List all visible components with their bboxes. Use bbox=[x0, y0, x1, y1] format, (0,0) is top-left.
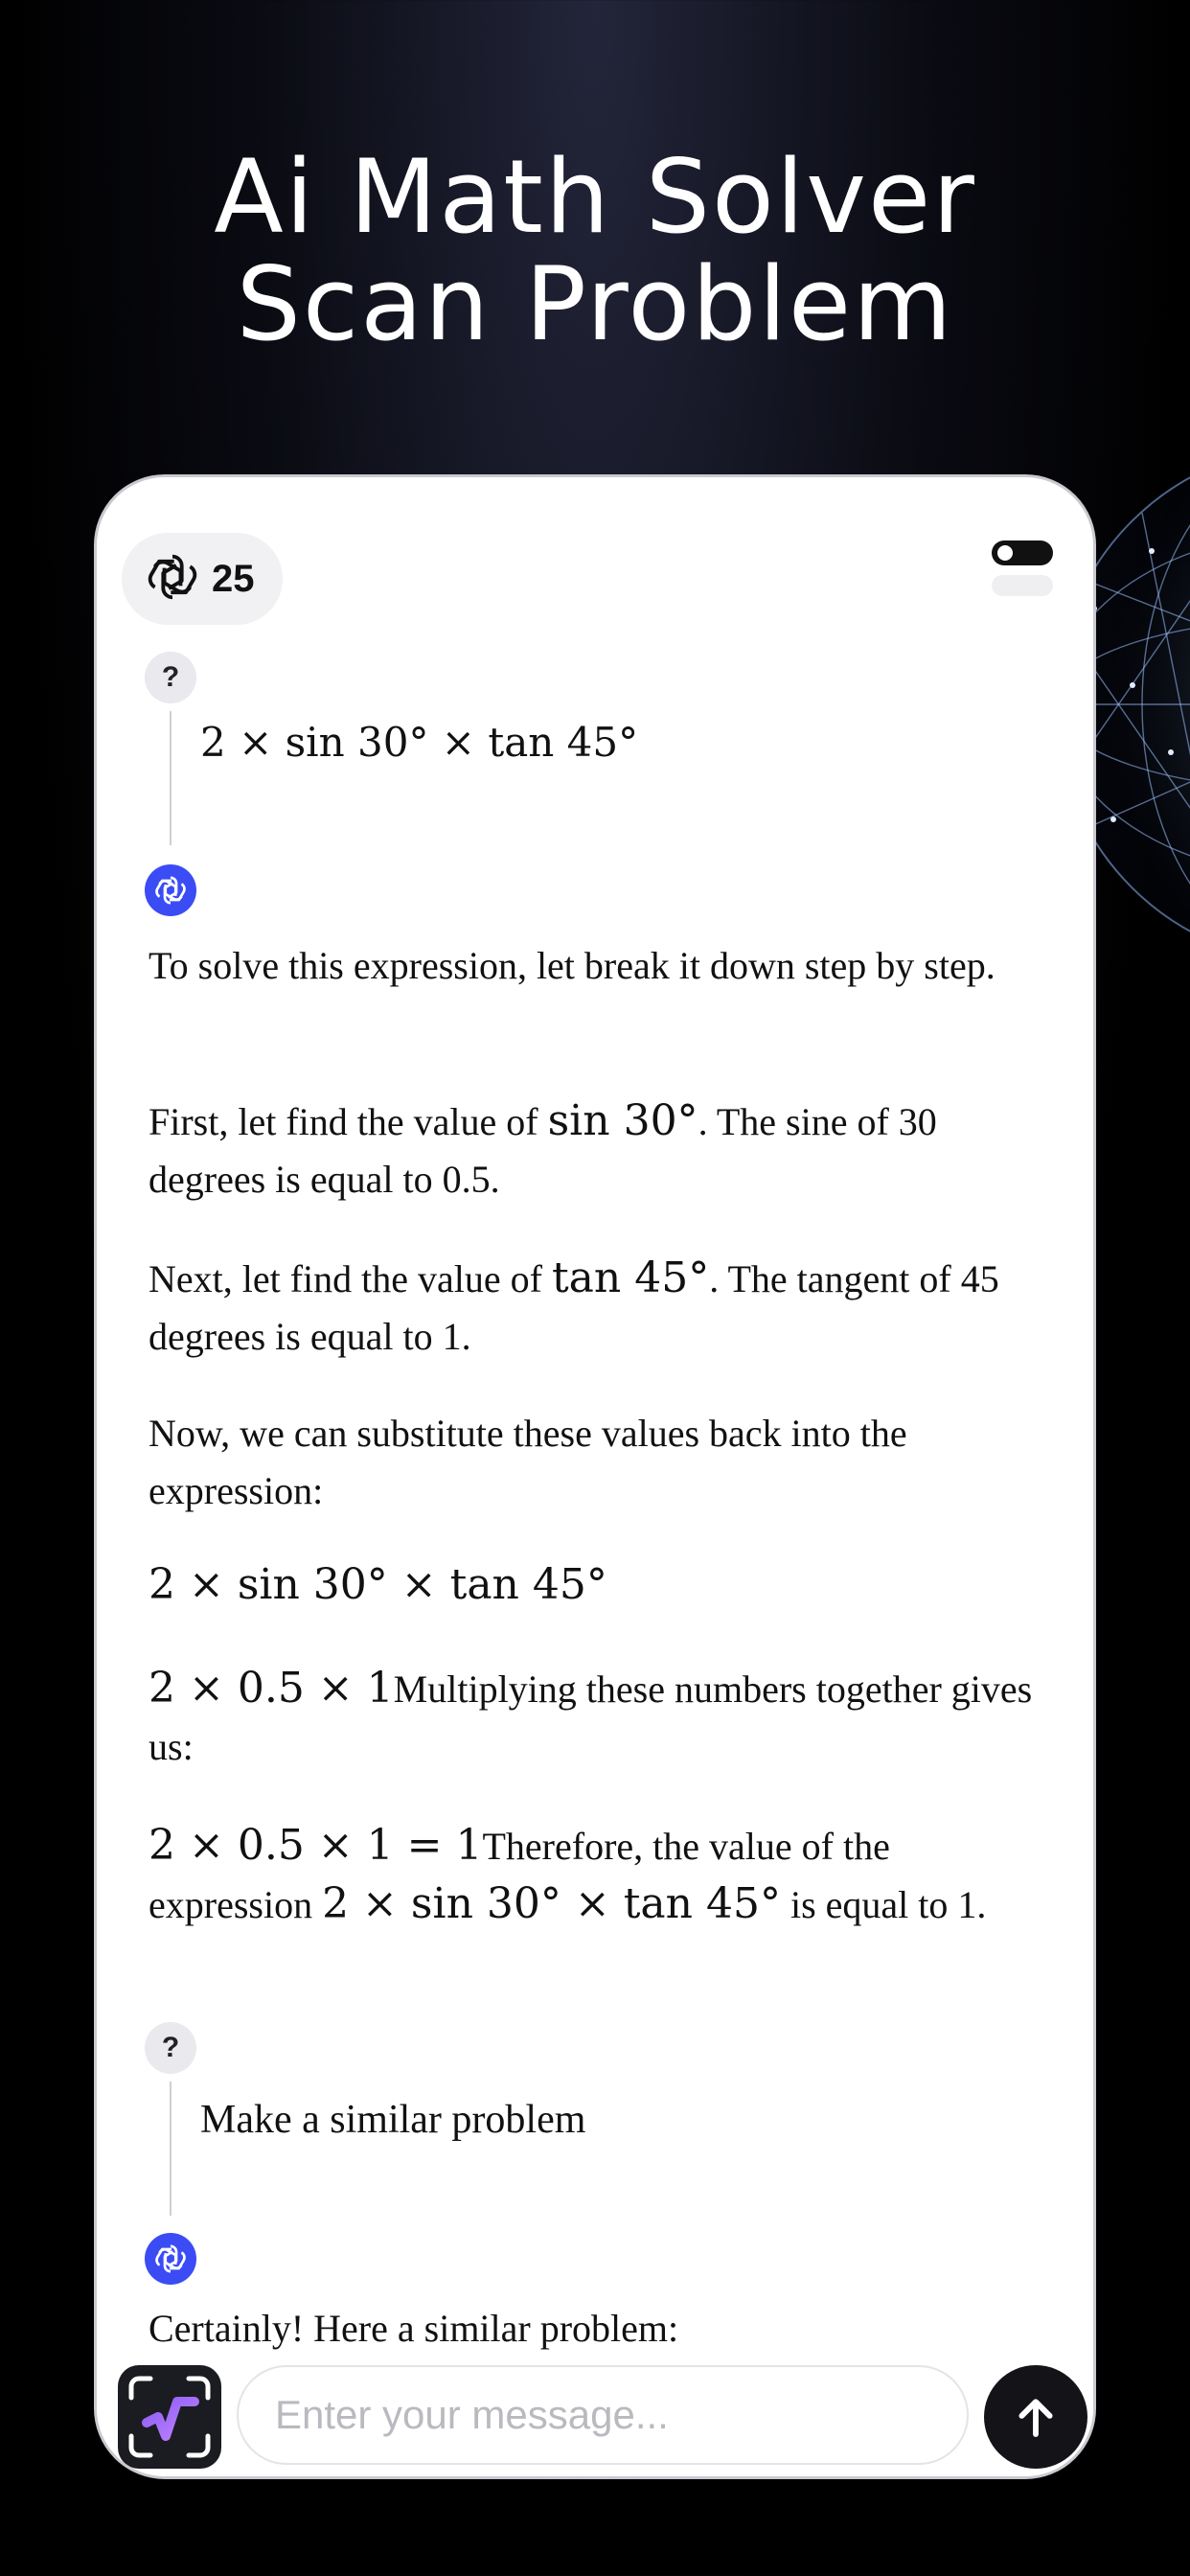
app-headline bbox=[0, 138, 1190, 363]
question-badge: ? bbox=[145, 2022, 196, 2074]
headline-line-2: Scan Problem bbox=[236, 245, 954, 363]
openai-knot-icon bbox=[153, 873, 188, 908]
answer-paragraph: Now, we can substitute these values back into the expression: bbox=[149, 1412, 907, 1512]
chat-card bbox=[94, 474, 1096, 2479]
answer-paragraph: Certainly! Here a similar problem: bbox=[149, 2307, 679, 2350]
send-button[interactable] bbox=[984, 2365, 1087, 2469]
toggle-icon[interactable] bbox=[992, 540, 1053, 596]
scan-button[interactable] bbox=[118, 2365, 221, 2469]
answer-paragraph: To solve this expression, let break it down step by step. bbox=[149, 944, 995, 987]
answer-paragraph: Next, let find the value of tan 45°. The tangent of 45 degrees is equal to 1. bbox=[149, 1254, 999, 1358]
thread-line bbox=[170, 2082, 172, 2216]
openai-knot-icon bbox=[145, 549, 200, 609]
question-badge: ? bbox=[145, 652, 196, 703]
openai-knot-icon bbox=[153, 2242, 188, 2276]
answer-paragraph: First, let find the value of sin 30°. The sine of 30 degrees is equal to 0.5. bbox=[149, 1096, 937, 1201]
answer-paragraph: 2 × 0.5 × 1 = 1Therefore, the value of the expression 2 × sin 30° × tan 45° is equal to 1. bbox=[149, 1821, 987, 1928]
arrow-up-icon bbox=[1010, 2391, 1062, 2443]
assistant-badge bbox=[145, 864, 196, 916]
message-input[interactable] bbox=[237, 2365, 969, 2465]
credits-count: 25 bbox=[212, 557, 255, 600]
message-composer bbox=[97, 2356, 1096, 2479]
question-text: 2 × sin 30° × tan 45° bbox=[200, 719, 639, 766]
headline-line-1: Ai Math Solver bbox=[214, 138, 976, 256]
scan-sqrt-icon bbox=[118, 2365, 221, 2469]
assistant-badge bbox=[145, 2233, 196, 2285]
credits-pill[interactable] bbox=[122, 533, 283, 625]
math-equation: 2 × sin 30° × tan 45° bbox=[149, 1560, 607, 1609]
thread-line bbox=[170, 711, 172, 845]
answer-paragraph: 2 × 0.5 × 1Multiplying these numbers together gives us: bbox=[149, 1664, 1033, 1768]
question-text: Make a similar problem bbox=[200, 2098, 586, 2142]
